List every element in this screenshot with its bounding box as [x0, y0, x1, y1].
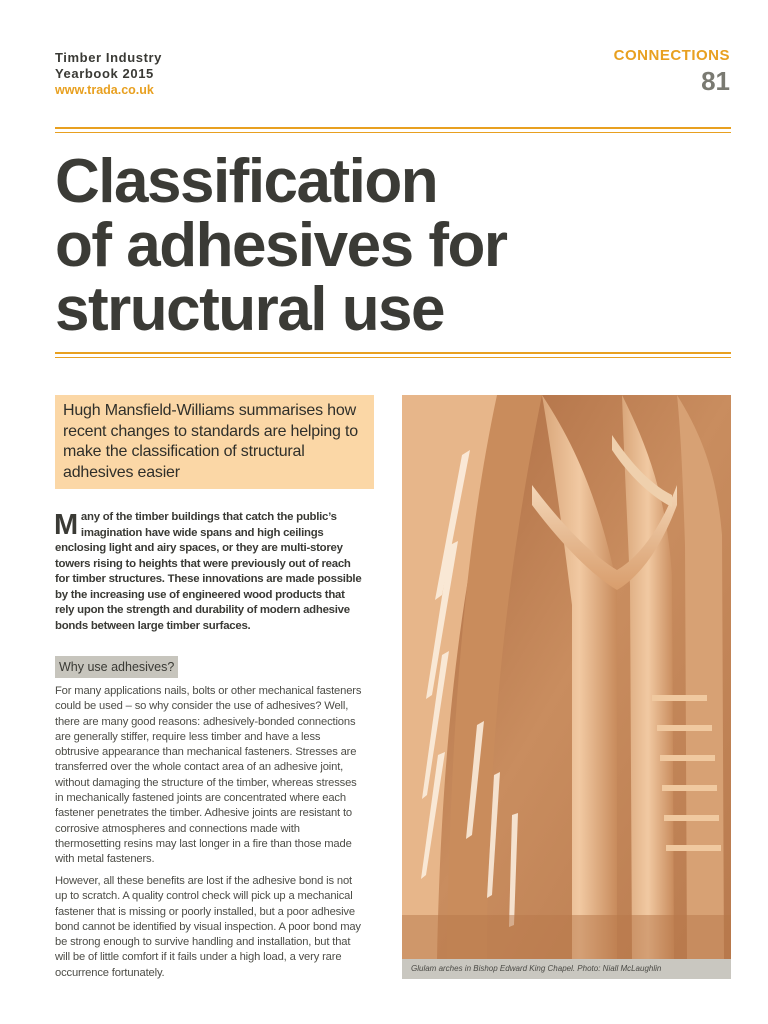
- publication-edition: Yearbook 2015: [55, 66, 154, 81]
- body-paragraph-2: However, all these benefits are lost if the adhesive bond is not up to scratch. A quality control check will pick up a mechanical fastener that is missing or poorly installed, but a poor adhesive bond cannot be identified by visual inspection. A poor bond may be strong enough to survive handling and installation, but that will be of little comfort if it fails under a high load, a very rare occurrence fortunately.: [55, 875, 361, 979]
- glulam-arches-illustration: [402, 395, 731, 959]
- title-line-2: of adhesives for: [55, 211, 507, 280]
- standfirst: Hugh Mansfield-Williams summarises how recent changes to standards are helping to make the classification of structural adhesives easier: [55, 395, 374, 489]
- section-heading: Why use adhesives?: [55, 656, 178, 678]
- section-label: CONNECTIONS: [613, 47, 730, 64]
- intro-text: any of the timber buildings that catch the public’s imagination have wide spans and high ceilings enclosing light and airy spaces, or they are multi-storey towers rising to heights that were previously out of reach for timber structures. These innovations are made possible by the increasing use of engineered wood products that rely upon the strength and durability of modern adhesive bonds between large timber surfaces.: [55, 511, 362, 632]
- title-line-1: Classification: [55, 147, 438, 216]
- intro-paragraph: [55, 510, 365, 634]
- section-header: [614, 47, 730, 97]
- page-number: 81: [701, 66, 730, 96]
- chapel-photo: [402, 395, 731, 959]
- publication-url[interactable]: www.trada.co.uk: [55, 83, 154, 97]
- photo-caption: Glulam arches in Bishop Edward King Chapel. Photo: Niall McLaughlin: [402, 959, 731, 979]
- title-divider: [55, 352, 731, 354]
- body-paragraph-1: For many applications nails, bolts or other mechanical fasteners could be used – so why consider the use of adhesives? Well, there are many good reasons: adhesively-bonded connections are generally stiffer, require less timber and have a less obtrusive appearance than mechanical fasteners. Stresses are transferred over the whole contact area of an adhesive joint, without damaging the structure of the timber, whereas stresses in mechanically fastened joints are concentrated where each fastener penetrates the timber. Adhesive joints are resistant to corrosive atmospheres and connections made with thermosetting resins may last longer in a fire than those made with metal fasteners.: [55, 685, 362, 866]
- publication-name: Timber Industry: [55, 50, 163, 65]
- drop-cap: M: [54, 509, 78, 541]
- publication-header: [55, 50, 162, 98]
- article-title: [55, 147, 705, 344]
- title-line-3: structural use: [55, 275, 445, 344]
- top-divider: [55, 127, 731, 129]
